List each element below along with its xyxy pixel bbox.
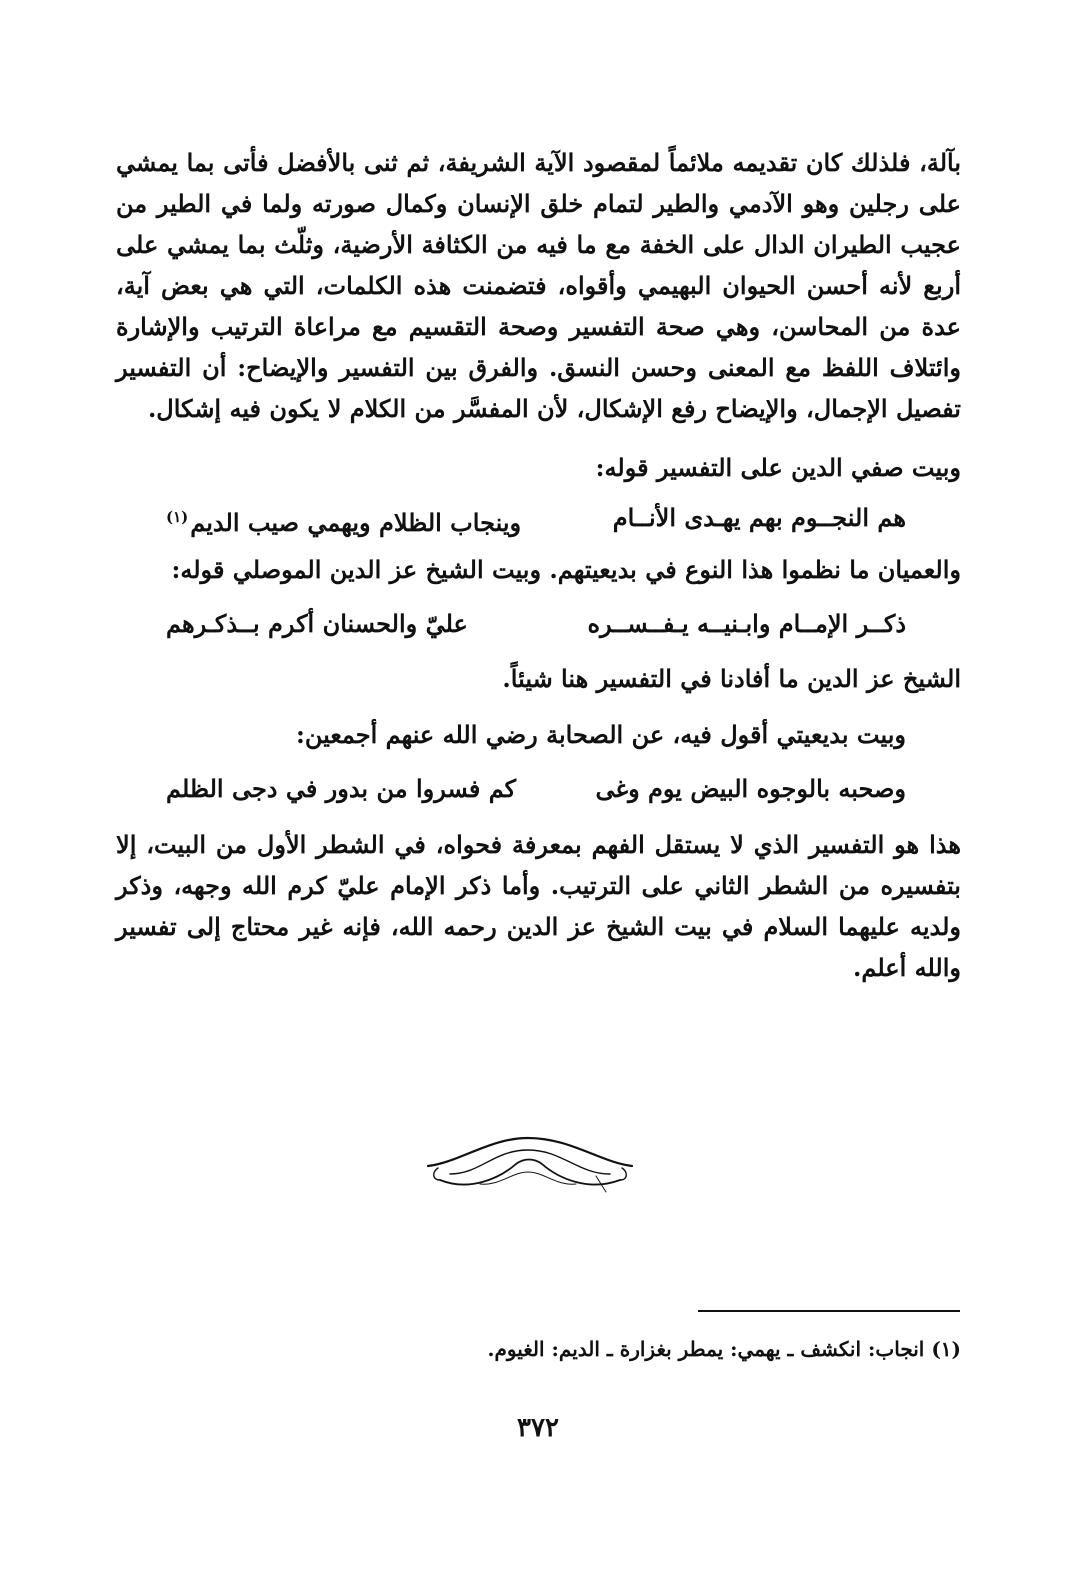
verse-safi-second-hemistich-wrap	[166, 497, 521, 543]
body-paragraph-1: بآلة، فلذلك كان تقديمه ملائماً لمقصود الآية الشريفة، ثم ثنى بالأفضل فأتى بما يمشي على رجلين وهو الآدمي والطير لتمام خلق الإنسان وكمال صورته ولما في الطير من عجيب الطيران الدال على الخفة مع ما فيه من الكثافة الأرضية، وثلّث بما يمشي على أربع لأنه أحسن الحيوان البهيمي وأقواه، فتضمنت هذه الكلمات، التي هي بعض آية، عدة من المحاسن، وهي صحة التفسير وصحة التقسيم مع مراعاة الترتيب والإشارة وائتلاف اللفظ مع المعنى وحسن النسق. والفرق بين التفسير والإيضاح: أن التفسير تفصيل الإجمال، والإيضاح رفع الإشكال، لأن المفسَّر من الكلام لا يكون فيه إشكال.	[116, 148, 961, 423]
verse-mawsili-first-hemistich: ذكــر الإمــام وابـنيــه يـفــســره	[587, 609, 906, 638]
intro-author-line: وبيت بديعيتي أقول فيه، عن الصحابة رضي الله عنهم أجمعين:	[295, 720, 906, 749]
verse-safi-second-hemistich: وينجاب الظلام ويهمي صيب الديم	[190, 508, 522, 537]
decorative-flourish-icon	[420, 1128, 640, 1194]
verse-safi-first-hemistich: هم النجــوم بهم يهـدى الأنــام	[612, 503, 906, 532]
verse-mawsili-second-hemistich: عليّ والحسنان أكرم بــذكـرهم	[166, 609, 468, 638]
body-paragraph-final: هذا هو التفسير الذي لا يستقل الفهم بمعرفة فحواه، في الشطر الأول من البيت، إلا بتفسيره من الشطر الثاني على الترتيب. وأما ذكر الإمام عليّ كرم الله وجهه، وذكر ولديه عليهما السلام في بيت الشيخ عز الدين رحمه الله، فإنه غير محتاج إلى تفسير والله أعلم.	[116, 830, 961, 982]
page-number: ٣٧٢	[517, 1413, 559, 1443]
verse-mawsili	[166, 603, 906, 644]
verse-author-first-hemistich: وصحبه بالوجوه البيض يوم وغى	[595, 774, 906, 803]
intro-safi-line: وبيت صفي الدين على التفسير قوله:	[595, 453, 961, 482]
footnote-marker: (١)	[166, 508, 189, 526]
verse-author	[166, 768, 906, 809]
verse-safi	[166, 497, 906, 543]
remark-mawsili-line: الشيخ عز الدين ما أفادنا في التفسير هنا شيئاً.	[502, 664, 961, 693]
footnote-divider	[698, 1310, 960, 1312]
footnote-text: (١) انجاب: انكشف ـ يهمي: يمطر بغزارة ـ الديم: الغيوم.	[487, 1337, 961, 1361]
verse-author-second-hemistich: كم فسروا من بدور في دجى الظلم	[166, 774, 517, 803]
intro-mawsili-line: والعميان ما نظموا هذا النوع في بديعيتهم. وبيت الشيخ عز الدين الموصلي قوله:	[171, 555, 961, 584]
